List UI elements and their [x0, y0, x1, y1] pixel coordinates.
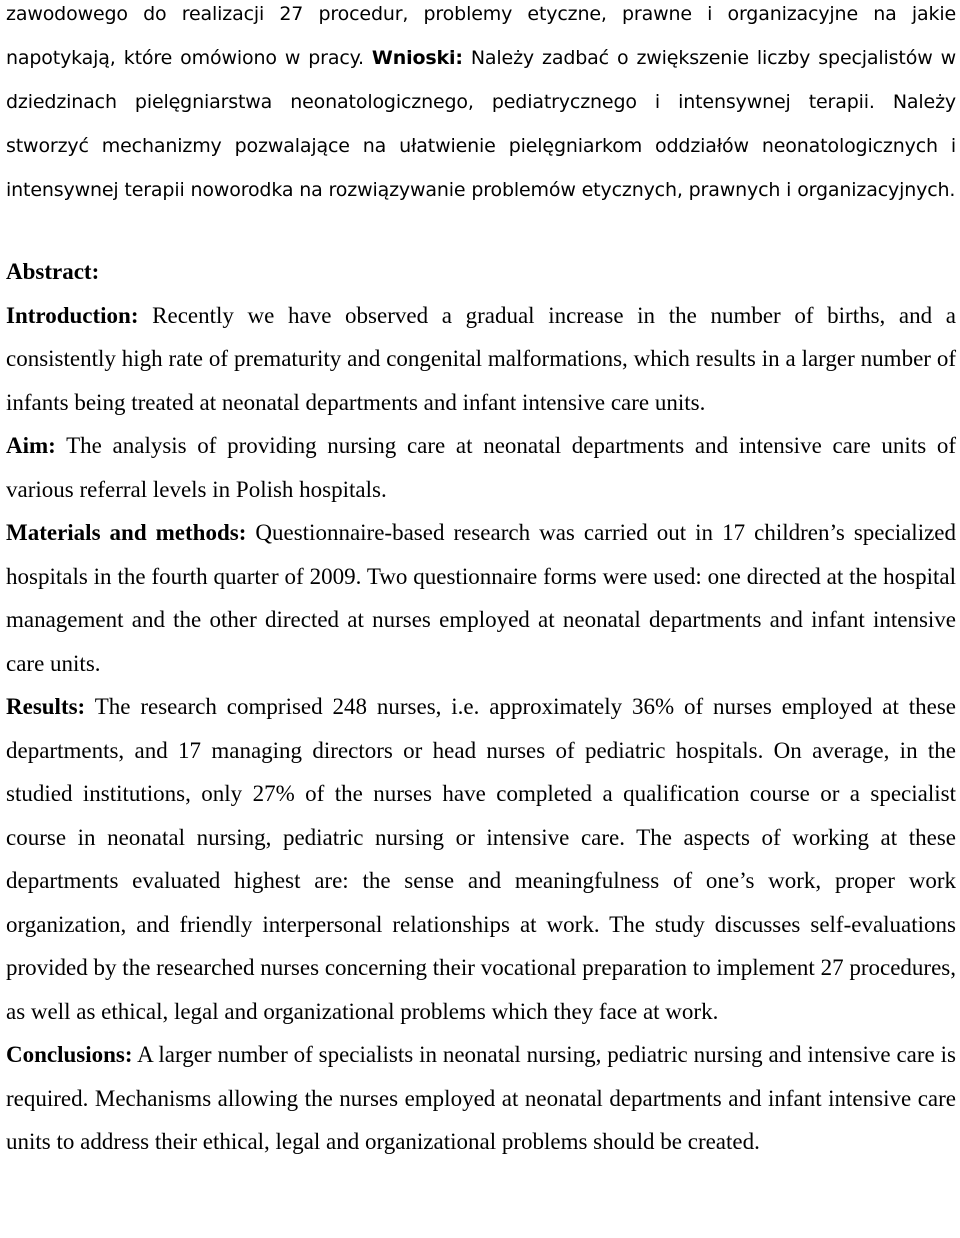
- polish-lead-text: zawodowego do realizacji 27 procedur, problemy etyczne, prawne i organizacyjne na jakie napotykają, które omówiono w pracy.: [6, 3, 956, 69]
- section-heading: Materials and methods:: [6, 520, 247, 545]
- english-abstract: [6, 250, 956, 1164]
- abstract-heading-text: Abstract:: [6, 259, 100, 284]
- abstract-section-methods: [6, 511, 956, 685]
- section-text: The analysis of providing nursing care at neonatal departments and intensive care units of various referral levels in Polish hospitals.: [6, 433, 956, 502]
- section-text: The research comprised 248 nurses, i.e. approximately 36% of nurses employed at these departments, and 17 managing directors or head nurses of pediatric hospitals. On average, in the studied institutions, only 27% of the nurses have completed a qualification course or a specialist course in neonatal nursing, pediatric nursing or intensive care. The aspects of working at these departments evaluated highest are: the sense and meaningfulness of one’s work, proper work organization, and friendly interpersonal relationships at work. The study discusses self-evaluations provided by the researched nurses concerning their vocational preparation to implement 27 procedures, as well as ethical, legal and organizational problems which they face at work.: [6, 694, 956, 1024]
- polish-conclusions-text: Należy zadbać o zwiększenie liczby specjalistów w dziedzinach pielęgniarstwa neonatologicznego, pediatrycznego i intensywnej terapii. Należy stworzyć mechanizmy pozwalające na ułatwienie pielęgniarkom oddziałów neonatologicznych i intensywnej terapii noworodka na rozwiązywanie problemów etycznych, prawnych i organizacyjnych.: [6, 47, 957, 201]
- section-text: Recently we have observed a gradual increase in the number of births, and a consistently high rate of prematurity and congenital malformations, which results in a larger number of infants being treated at neonatal departments and infant intensive care units.: [6, 302, 956, 415]
- section-text: A larger number of specialists in neonatal nursing, pediatric nursing and intensive care is required. Mechanisms allowing the nurses employed at neonatal departments and infant intensive care units to address their ethical, legal and organizational problems should be created.: [6, 1042, 956, 1154]
- abstract-section-results: [6, 685, 956, 1033]
- section-heading: Introduction:: [6, 302, 139, 328]
- polish-conclusions-heading: Wnioski:: [371, 47, 463, 69]
- abstract-section-aim: [6, 424, 956, 511]
- abstract-heading: [6, 250, 956, 294]
- abstract-section-introduction: [6, 294, 956, 425]
- section-heading: Aim:: [6, 433, 56, 458]
- polish-summary: [6, 0, 956, 212]
- section-heading: Results:: [6, 694, 86, 719]
- section-text: Questionnaire-based research was carried out in 17 children’s specialized hospitals in the fourth quarter of 2009. Two questionnaire forms were used: one directed at the hospital management and the other directed at nurses employed at neonatal departments and infant intensive care units.: [6, 520, 956, 676]
- section-heading: Conclusions:: [6, 1042, 133, 1067]
- abstract-section-conclusions: [6, 1033, 956, 1164]
